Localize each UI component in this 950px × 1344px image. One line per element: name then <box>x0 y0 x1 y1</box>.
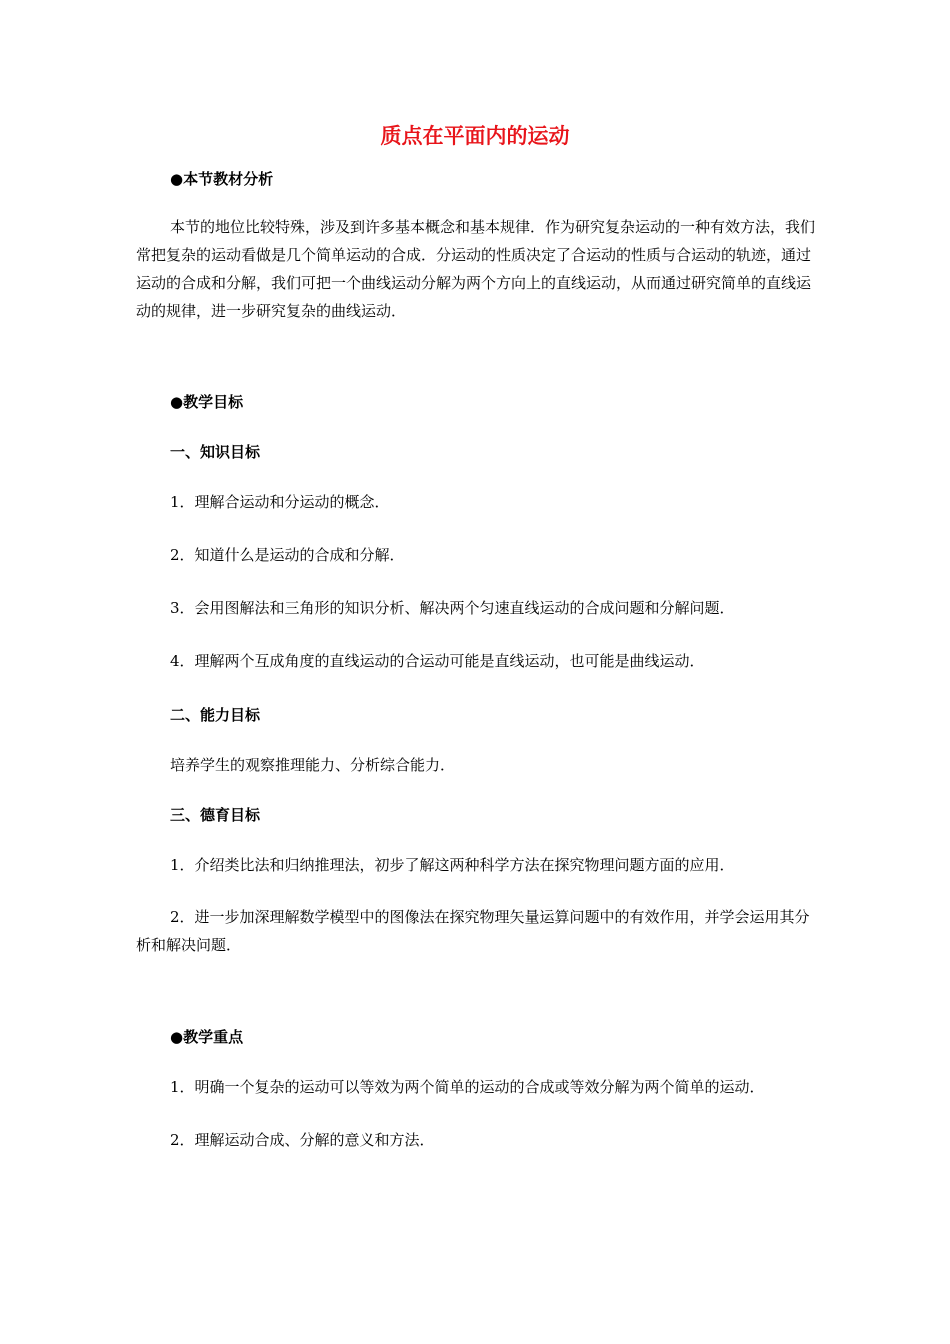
knowledge-goal-item: 4．理解两个互成角度的直线运动的合运动可能是直线运动，也可能是曲线运动． <box>170 652 705 670</box>
subheading-moral-goals: 三、德育目标 <box>170 806 261 824</box>
moral-goal-item: 2．进一步加深理解数学模型中的图像法在探究物理矢量运算问题中的有效作用，并学会运用其分析和解决问题． <box>136 908 810 954</box>
section-heading-textbook-analysis: ●本节教材分析 <box>170 170 274 188</box>
moral-goal-item: 1．介绍类比法和归纳推理法，初步了解这两种科学方法在探究物理问题方面的应用． <box>170 856 735 874</box>
subheading-ability-goals: 二、能力目标 <box>170 706 261 724</box>
knowledge-goal-item: 2．知道什么是运动的合成和分解． <box>170 546 405 564</box>
teaching-focus-item: 2．理解运动合成、分解的意义和方法． <box>170 1131 435 1149</box>
knowledge-goal-item: 1．理解合运动和分运动的概念． <box>170 493 390 511</box>
subheading-knowledge-goals: 一、知识目标 <box>170 443 261 461</box>
section-heading-teaching-goals: ●教学目标 <box>170 393 244 411</box>
ability-goal-text: 培养学生的观察推理能力、分析综合能力． <box>170 756 456 774</box>
section-heading-teaching-focus: ●教学重点 <box>170 1028 244 1046</box>
document-title: 质点在平面内的运动 <box>380 124 570 148</box>
knowledge-goal-item: 3．会用图解法和三角形的知识分析、解决两个匀速直线运动的合成问题和分解问题． <box>170 599 735 617</box>
teaching-focus-item: 1．明确一个复杂的运动可以等效为两个简单的运动的合成或等效分解为两个简单的运动． <box>170 1078 765 1096</box>
paragraph-textbook-analysis: 本节的地位比较特殊，涉及到许多基本概念和基本规律．作为研究复杂运动的一种有效方法，我们常把复杂的运动看做是几个简单运动的合成．分运动的性质决定了合运动的性质与合运动的轨迹，通过运动的合成和分解，我们可把一个曲线运动分解为两个方向上的直线运动，从而通过研究简单的直线运动的规律，进一步研究复杂的曲线运动． <box>136 218 816 320</box>
